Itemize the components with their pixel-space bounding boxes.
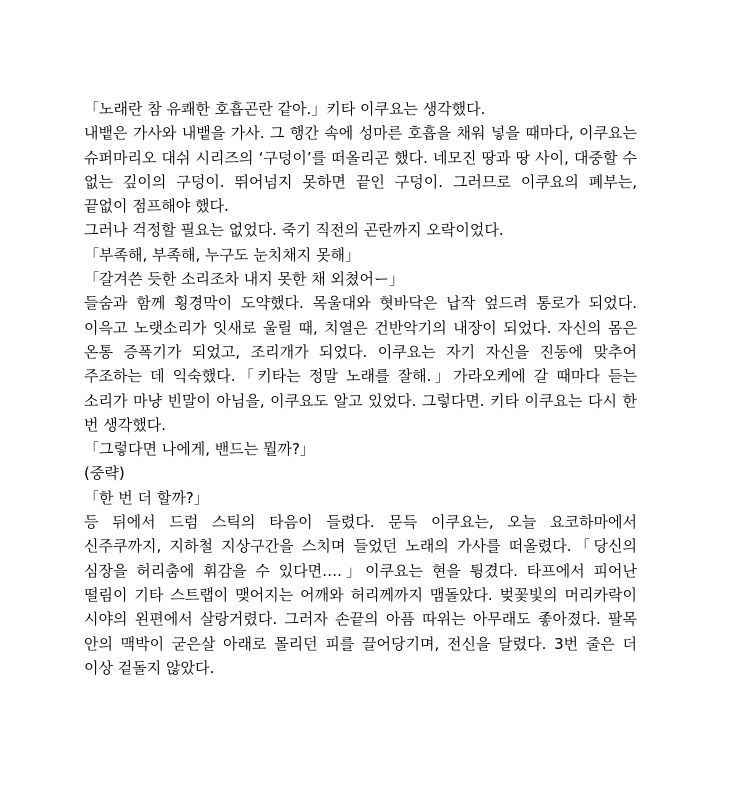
paragraph: (중략): [84, 464, 125, 483]
paragraph: 등 뒤에서 드럼 스틱의 타음이 들렸다. 문득 이쿠요는, 오늘 요코하마에서 신주쿠까지, 지하철 지상구간을 스치며 들었던 노래의 가사를 떠올렸다.「당신의 심장을 허리춤에 휘감을 수 있다면….」이쿠요는 현을 튕겼다. 타프에서 피어난 떨림이 기타 스트랩이 맺어지는 어깨와 허리께까지 맴돌았다. 벚꽃빛의 머리카락이 시야의 왼편에서 살랑거렸다. 그러자 손끝의 아픔 따위는 아무래도 좋아졌다. 팔목 안의 맥박이 굳은살 아래로 몰리던 피를 끌어당기며, 전신을 달렸다. 3번 줄은 더 이상 겉돌지 않았다.: [84, 513, 637, 677]
paragraph: 「부족해, 부족해, 누구도 눈치채지 못해」: [84, 245, 360, 264]
paragraph: 「갈겨쓴 듯한 소리조차 내지 못한 채 외쳤어ー」: [84, 270, 404, 289]
paragraph: 들숨과 함께 횡경막이 도약했다. 목울대와 혓바닥은 납작 엎드려 통로가 되었다. 이윽고 노랫소리가 잇새로 울릴 때, 치열은 건반악기의 내장이 되었다. 자신의 몸은 온통 증폭기가 되었고, 조리개가 되었다. 이쿠요는 자기 자신을 진동에 맞추어 주조하는 데 익숙했다.「키타는 정말 노래를 잘해.」가라오케에 갈 때마다 듣는 소리가 마냥 빈말이 아님을, 이쿠요도 알고 있었다. 그렇다면. 키타 이쿠요는 다시 한 번 생각했다.: [84, 294, 637, 434]
document-body: [84, 97, 637, 680]
paragraph: 「그렇다면 나에게, 밴드는 뭘까?」: [84, 440, 315, 459]
paragraph: 「노래란 참 유쾌한 호흡곤란 같아.」키타 이쿠요는 생각했다.: [84, 100, 486, 118]
paragraph: 내뱉은 가사와 내뱉을 가사. 그 행간 속에 성마른 호흡을 채워 넣을 때마다, 이쿠요는 슈퍼마리오 대쉬 시리즈의 ‘구덩이’를 떠올리곤 했다. 네모진 땅과 땅 사이, 대중할 수 없는 깊이의 구덩이. 뛰어넘지 못하면 끝인 구덩이. 그러므로 이쿠요의 폐부는, 끝없이 점프해야 했다.: [84, 124, 637, 216]
paragraph: 그러나 걱정할 필요는 없었다. 죽기 직전의 곤란까지 오락이었다.: [84, 221, 504, 240]
paragraph: 「한 번 더 할까?」: [84, 488, 209, 507]
